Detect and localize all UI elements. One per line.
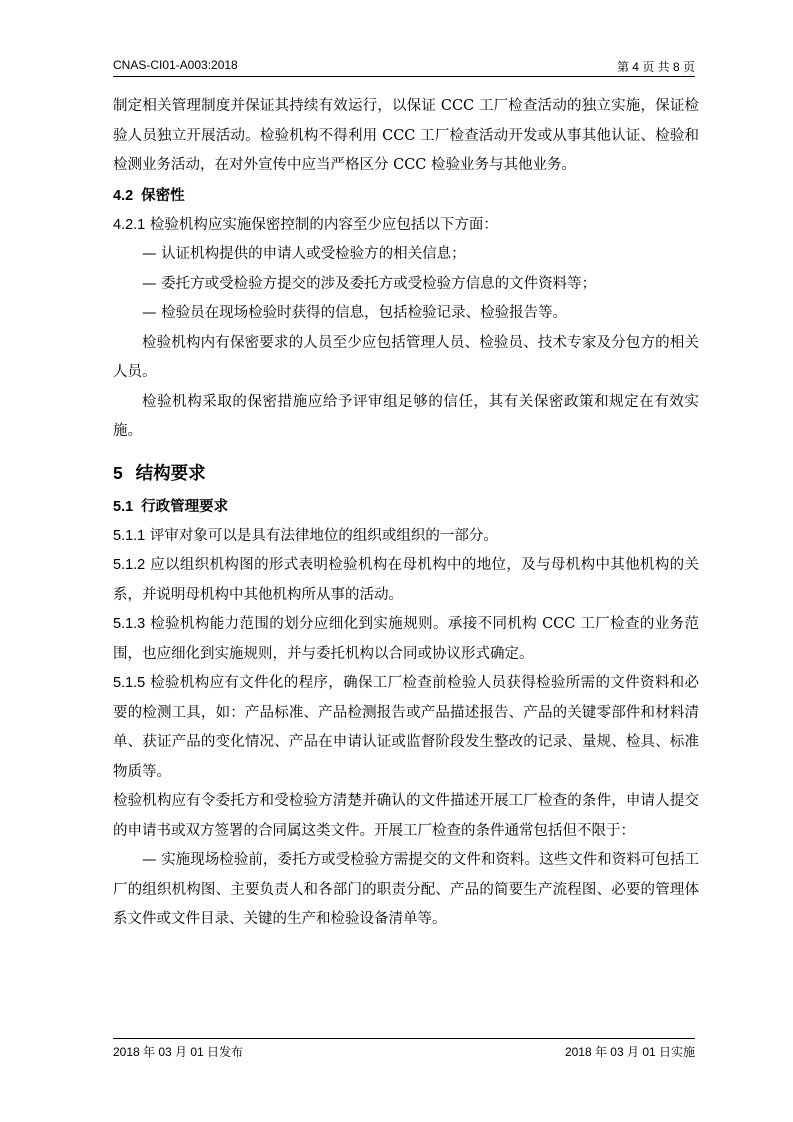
section-title: 保密性 [141,187,185,204]
clause-4-2-1 [113,211,699,241]
page-footer [113,1043,695,1059]
body-paragraph: 检验机构采取的保密措施应给予评审组足够的信任，其有关保密政策和规定在有效实施。 [113,393,699,439]
section-heading-4-2 [113,182,699,211]
clause-5-1-2 [113,551,699,610]
clause-5-1-5 [113,669,699,787]
clause-number: 5.1.5 [113,675,146,691]
chapter-title: 结构要求 [135,462,206,483]
section-number: 5.1 [113,498,134,515]
list-item: — 检验员在现场检验时获得的信息，包括检验记录、检验报告等。 [142,305,568,321]
footer-rule [113,1038,695,1039]
clause-5-1-3 [113,610,699,669]
section-title: 行政管理要求 [141,498,229,515]
clause-number: 4.2.1 [113,216,146,233]
clause-text: 检验机构应有文件化的程序，确保工厂检查前检验人员获得检验所需的文件资料和必要的检测工具，如：产品标准、产品检测报告或产品描述报告、产品的关键零部件和材料清单、获证产品的变化情况、产品在申请认证或监督阶段发生整改的记录、量规、检具、标准物质等。 [113,675,699,780]
page-header [113,58,695,74]
list-item: — 认证机构提供的申请人或受检验方的相关信息； [142,246,466,262]
clause-text: 应以组织机构图的形式表明检验机构在母机构中的地位，及与母机构中其他机构的关系，并说明母机构中其他机构所从事的活动。 [113,557,699,603]
list-item: — 实施现场检验前，委托方或受检验方需提交的文件和资料。这些文件和资料可包括工厂的组织机构图、主要负责人和各部门的职责分配、产品的简要生产流程图、必要的管理体系文件或文件目录、关键的生产和检验设备清单等。 [113,852,699,927]
chapter-number: 5 [113,462,123,483]
clause-text: 评审对象可以是具有法律地位的组织或组织的一部分。 [149,527,498,544]
document-id: CNAS-CI01-A003:2018 [113,58,238,72]
page-number: 第 4 页 共 8 页 [616,60,695,74]
clause-text: 检验机构应实施保密控制的内容至少应包括以下方面： [149,216,498,233]
clause-number: 5.1.3 [113,616,146,632]
effective-date: 2018 年 03 月 01 日实施 [564,1045,695,1059]
clause-text: 检验机构能力范围的划分应细化到实施规则。承接不同机构 CCC 工厂检查的业务范围，也应细化到实施规则，并与委托机构以合同或协议形式确定。 [113,616,700,662]
clause-number: 5.1.2 [113,557,146,573]
list-item: — 委托方或受检验方提交的涉及委托方或受检验方信息的文件资料等； [142,275,597,292]
issue-date: 2018 年 03 月 01 日发布 [113,1045,244,1059]
page-content [113,92,699,935]
body-paragraph: 检验机构内有保密要求的人员至少应包括管理人员、检验员、技术专家及分包方的相关人员。 [113,334,699,380]
clause-5-1-1 [113,522,699,552]
body-paragraph: 制定相关管理制度并保证其持续有效运行，以保证 CCC 工厂检查活动的独立实施，保证检验人员独立开展活动。检验机构不得利用 CCC 工厂检查活动开发或从事其他认证、检验和检测业务活动，在对外宣传中应当严格区分 CCC 检验业务与其他业务。 [113,98,699,173]
chapter-heading-5 [113,458,699,488]
section-number: 4.2 [113,187,134,204]
body-paragraph: 检验机构应有令委托方和受检验方清楚并确认的文件描述开展工厂检查的条件，申请人提交的申请书或双方签署的合同属这类文件。开展工厂检查的条件通常包括但不限于： [113,793,699,839]
header-rule [113,76,695,77]
section-heading-5-1 [113,493,699,522]
clause-number: 5.1.1 [113,527,146,544]
